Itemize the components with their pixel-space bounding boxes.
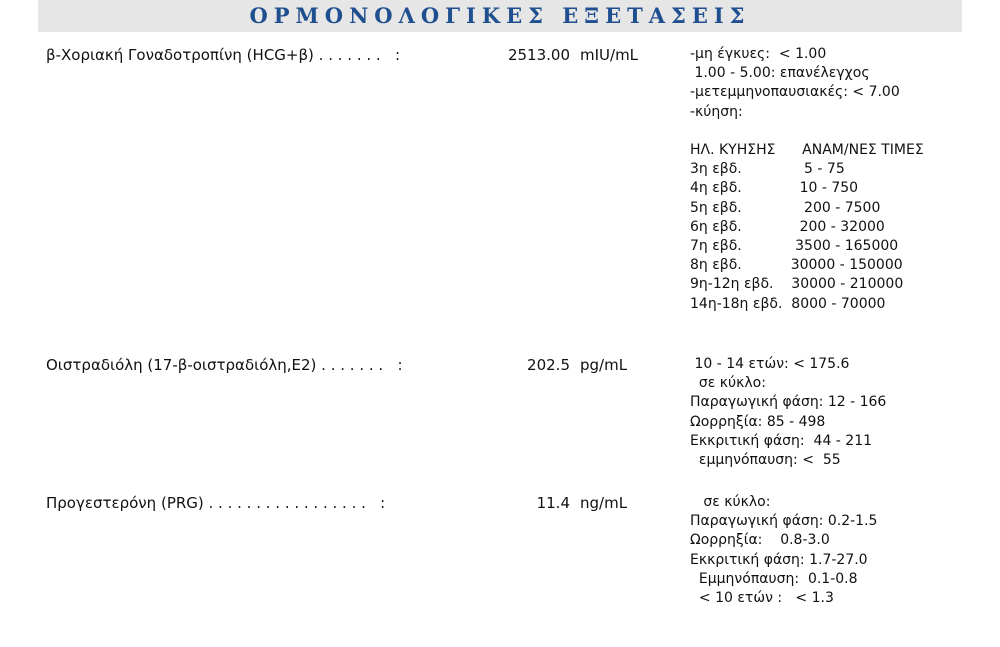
- reference-line: Εκκριτική φάση: 1.7-27.0: [690, 551, 868, 568]
- test-unit-estradiol: pg/mL: [580, 356, 628, 374]
- test-unit-progesterone: ng/mL: [580, 494, 628, 512]
- test-name-hcg: β-Χοριακή Γοναδοτροπίνη (HCG+β) . . . . . . . :: [46, 46, 401, 64]
- reference-line: -μη έγκυες: < 1.00: [690, 46, 827, 62]
- test-value-hcg: 2513.00: [507, 46, 570, 64]
- reference-line: -μετεμμηνοπαυσιακές: < 7.00: [690, 84, 900, 101]
- reference-line: [690, 122, 924, 141]
- reference-line: ΗΛ. ΚΥΗΣΗΣ ΑΝΑΜ/ΝΕΣ ΤΙΜΕΣ: [690, 142, 924, 159]
- reference-line: Εκκριτική φάση: 44 - 211: [690, 432, 873, 449]
- reference-line: σε κύκλο:: [690, 375, 766, 392]
- reference-line: -κύηση:: [690, 103, 743, 120]
- reference-line: 8η εβδ. 30000 - 150000: [690, 257, 903, 274]
- reference-line: 4η εβδ. 10 - 750: [690, 180, 859, 197]
- test-unit-hcg: mIU/mL: [580, 46, 639, 64]
- reference-line: Εμμηνόπαυση: 0.1-0.8: [690, 570, 858, 587]
- reference-line: 6η εβδ. 200 - 32000: [690, 218, 885, 235]
- reference-line: εμμηνόπαυση: < 55: [690, 452, 841, 469]
- reference-ranges-progesterone: [690, 493, 877, 608]
- reference-line: 14η-18η εβδ. 8000 - 70000: [690, 295, 886, 312]
- reference-line: 10 - 14 ετών: < 175.6: [690, 356, 850, 372]
- reference-line: 9η-12η εβδ. 30000 - 210000: [690, 276, 904, 293]
- section-title: ΟΡΜΟΝΟΛΟΓΙΚΕΣ ΕΞΕΤΑΣΕΙΣ: [249, 3, 751, 28]
- reference-line: Παραγωγική φάση: 0.2-1.5: [690, 513, 878, 530]
- test-name-estradiol: Οιστραδιόλη (17-β-οιστραδιόλη,E2) . . . . . . . :: [46, 356, 403, 374]
- test-value-progesterone: 11.4: [536, 494, 570, 512]
- reference-ranges-estradiol: [690, 355, 886, 470]
- reference-line: Παραγωγική φάση: 12 - 166: [690, 394, 887, 411]
- reference-line: < 10 ετών : < 1.3: [690, 590, 834, 607]
- test-value-estradiol: 202.5: [527, 356, 570, 374]
- reference-line: 7η εβδ. 3500 - 165000: [690, 238, 899, 255]
- reference-line: 3η εβδ. 5 - 75: [690, 161, 845, 178]
- reference-line: σε κύκλο:: [690, 494, 771, 510]
- reference-line: 5η εβδ. 200 - 7500: [690, 199, 881, 216]
- reference-line: 1.00 - 5.00: επανέλεγχος: [690, 65, 870, 82]
- reference-line: Ωορρηξία: 0.8-3.0: [690, 532, 830, 549]
- reference-line: Ωορρηξία: 85 - 498: [690, 413, 826, 430]
- test-name-progesterone: Προγεστερόνη (PRG) . . . . . . . . . . . . . . . . . :: [46, 494, 386, 512]
- section-header: [38, 0, 962, 32]
- reference-ranges-hcg: [690, 45, 924, 314]
